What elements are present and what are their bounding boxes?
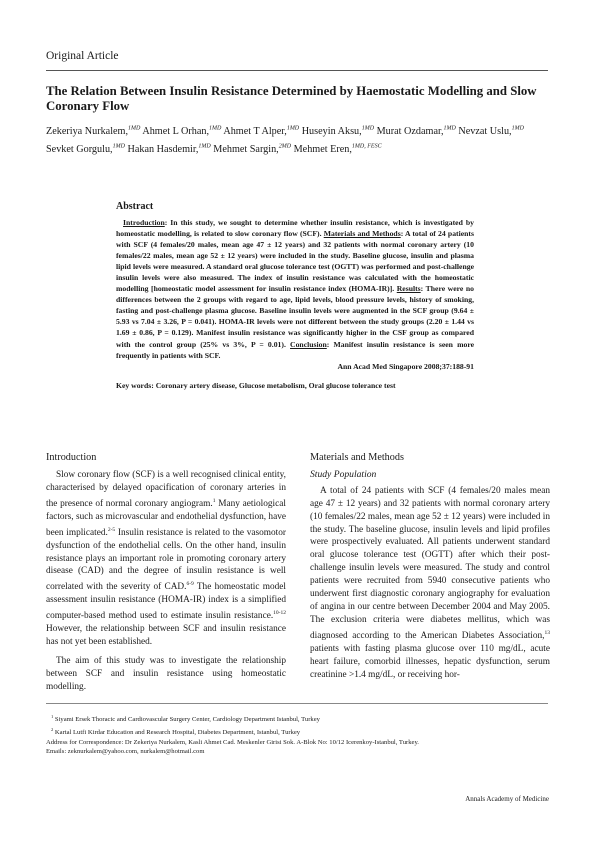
reference-mark: 2-5 [107,526,116,533]
methods-paragraph: A total of 24 patients with SCF (4 females/20 males mean age 47 ± 12 years) and 32 patients with normal coronary artery (10 females/22 males, mean age 52 ± 12 years) were included in the study. The baseline glucose, insulin levels and lipid profiles were prospectively evaluated. All patients underwent standard oral glucose tolerance test (OGTT) after which their post-challenge insulin levels were measured. The study and control patients were recruited from 5940 consecutive patients who underwent first diagnostic coronary angiography for evaluation of angina in our centre between December 2004 and May 2005. The exclusion criteria were diabetes mellitus, which was diagnosed according to the American Diabetes Association,$^{13}$ patients with fasting plasma glucose over 110 mg/dL, acute heart failure, comorbid illnesses, hepatic dysfunction, serum creatinine >1.4 mg/dL, or receiving hor- [310,485,550,680]
reference-mark: 6-9 [186,581,194,588]
abstract-intro-text: : In this study, we sought to determine whether insulin resistance, which is investigated by homeostatic modelling, is related to slow coronary flow (SCF). [116,218,474,239]
author [377,126,456,137]
author-name: Mehmet Sargin, [213,143,279,155]
author-affiliation: 1MD [443,126,456,132]
author-name: Zekeriya Nurkalem, [46,126,129,138]
abstract-results-text: : There were no differences between the 2 groups with regard to age, lipid levels, blood pressure levels, history of smoking, fasting and post-challenge plasma glucose. Baseline insulin levels were augmented in the SCF group (9.64 ± 5.93 vs 7.04 ± 3.26, P = 0.041). HOMA-IR levels were not different between the study groups (2.20 ± 1.44 vs 1.69 ± 0.86, P = 0.129). Manifest insulin resistance was significantly higher in the CSF group as compared with the control group (25% vs 3%, P = 0.01). [116,284,474,349]
author [46,144,125,155]
study-population-subheading: Study Population [310,468,377,480]
author-affiliation: 1MD [361,126,375,132]
author-name: Mehmet Eren, [293,143,352,155]
author-affiliation: 2MD [278,143,292,150]
author-name: Nevzat Uslu, [458,126,512,138]
author [213,144,291,155]
author [46,126,140,137]
author-affiliation: 1MD, FESC [351,143,382,150]
introduction-heading: Introduction [46,452,97,463]
article-title: The Relation Between Insulin Resistance Determined by Haemostatic Modelling and Slow Coronary Flow [46,84,537,113]
author-affiliation: 1MD [511,126,524,132]
correspondence-address: Address for Correspondence: Dr Zekeriya Nurkalem, Kasli Ahmet Cad. Meskenler Girisi Sok. A-Blok No: 10/12 Icerenkoy-Istanbul, Turkey. [46,738,419,746]
methods-column [310,452,550,688]
author [223,126,299,137]
abstract-results-label: Results [396,284,421,294]
author-affiliation: 1MD [112,143,125,150]
abstract-intro-label: Introduction [123,218,165,227]
author [294,144,382,155]
author-affiliation: 1MD [128,126,141,132]
footnote-rule [46,703,548,704]
author [458,126,524,137]
abstract-conclusion-text: : Manifest insulin resistance is seen more frequently in patients with SCF. [116,339,475,360]
author-name: Ahmet T Alper, [223,126,287,138]
header-rule [46,70,548,71]
reference-mark: 10-12 [273,610,286,617]
keywords: Key words: Coronary artery disease, Glucose metabolism, Oral glucose tolerance test [116,380,396,390]
author-name: Huseyin Aksu, [301,126,362,138]
author-name: Ahmet L Orhan, [142,126,210,138]
abstract-section [116,201,474,390]
journal-citation: Ann Acad Med Singapore 2008;37:188-91 [337,361,474,371]
author-affiliation: 1MD [209,126,222,132]
methods-heading: Materials and Methods [310,452,404,463]
affiliation-footnote: $^2$ Kartal Lutfi Kirdar Education and Research Hospital, Diabetes Department, Istanbul, Turkey [51,726,301,736]
author-name: Murat Ozdamar, [376,126,444,138]
article-type: Original Article [46,50,119,62]
author-affiliation: 1MD [198,143,211,150]
footnotes [46,712,556,757]
journal-footer: Annals Academy of Medicine [465,795,549,803]
abstract-conclusion-label: Conclusion [290,339,327,349]
reference-mark: 1 [212,497,216,504]
abstract-methods-label: Materials and Methods [323,229,401,239]
correspondence-emails: Emails: zeknurkalem@yahoo.com, nurkalem@hotmail.com [46,748,205,756]
reference-mark: 13 [544,629,550,636]
affiliation-footnote: $^1$ Siyami Ersek Thoracic and Cardiovascular Surgery Center, Cardiology Department Istanbul, Turkey [51,714,320,724]
introduction-column [46,452,286,700]
author-name: Sevket Gorgulu, [46,143,113,155]
author-name: Hakan Hasdemir, [127,143,199,155]
author [142,126,221,137]
introduction-paragraph: The aim of this study was to investigate the relationship between SCF and insulin resistance using homeostatic modelling. [46,656,286,692]
introduction-paragraph: Slow coronary flow (SCF) is a well recognised clinical entity, characterised by delayed opacification of coronary arteries in the presence of normal coronary angiogram.$^1$ Many aetiological factors, such as microvascular and endothelial dysfunction, have been implicated.$^{2-5}$ Insulin resistance is related to the vasomotor dysfunction of the endothelial cells. On the other hand, insulin resistance plays an important role in promoting coronary artery disease (CAD) and the degree of insulin resistance is well correlated with the severity of CAD.$^{6-9}$ The homeostatic model assessment insulin resistance (HOMA-IR) index is a simplified computer-based method used to estimate insulin resistance.$^{10-12}$ However, the relationship between SCF and insulin resistance has not yet been established. [46,469,287,648]
author-affiliation: 1MD [286,126,300,132]
abstract-heading: Abstract [116,201,154,212]
abstract-methods-text: : A total of 24 patients with SCF (4 females/20 males, mean age 47 ± 12 years) and 32 patients with normal coronary artery (10 females/22 males, mean age 52 ± 12 years) were included in the study. Baseline glucose, insulin and plasma lipid levels were measured. A standard oral glucose tolerance test (OGTT) was performed and post-challenge insulin levels were also measured. The index of insulin resistance was calculated with the homeostatic modelling [homeostatic model assessment for insulin resistance index (HOMA-IR)]. [116,229,474,294]
abstract-body [116,217,474,361]
author [127,144,210,155]
author-list [46,122,551,157]
author [302,126,374,137]
